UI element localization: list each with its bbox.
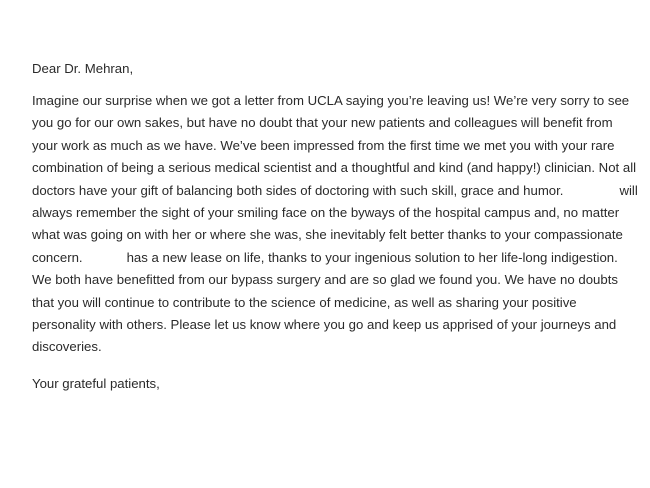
- body-line: Imagine our surprise when we got a letter from UCLA saying you’re leaving us! We’re very sorry to see: [32, 93, 630, 108]
- body-text: doctors have your gift of balancing both sides of doctoring with such skill, grace and humor.: [32, 182, 564, 198]
- body-line: your work as much as we have. We’ve been impressed from the first time we met you with your rare: [32, 137, 615, 153]
- body-text: concern.: [32, 249, 83, 265]
- letter: [32, 58, 644, 395]
- redacted-name: [83, 261, 127, 262]
- body-line: discoveries.: [32, 339, 102, 355]
- body-line: We both have benefitted from our bypass surgery and are so glad we found you. We have no doubts: [32, 272, 618, 288]
- body-line: always remember the sight of your smiling face on the byways of the hospital campus and, no matter: [32, 205, 620, 221]
- body-text: has a new lease on life, thanks to your ingenious solution to her life-long indigestion.: [126, 249, 618, 265]
- body-line: what was going on with her or where she was, she inevitably felt better thanks to your compassionate: [32, 227, 623, 243]
- closing: Your grateful patients,: [32, 375, 160, 391]
- redacted-name: [563, 194, 619, 195]
- letter-body: [32, 90, 644, 359]
- body-line: personality with others. Please let us know where you go and keep us apprised of your journeys and: [32, 317, 617, 333]
- body-line: [32, 180, 644, 202]
- body-line: that you will continue to contribute to the science of medicine, as well as sharing your positive: [32, 294, 577, 310]
- body-text: will: [619, 182, 638, 198]
- body-line: combination of being a serious medical scientist and a thoughtful and kind (and happy!) clinician. Not all: [32, 160, 637, 176]
- body-line: [32, 247, 644, 269]
- body-line: you go for our own sakes, but have no doubt that your new patients and colleagues will benefit from: [32, 115, 613, 131]
- salutation: Dear Dr. Mehran,: [32, 61, 134, 76]
